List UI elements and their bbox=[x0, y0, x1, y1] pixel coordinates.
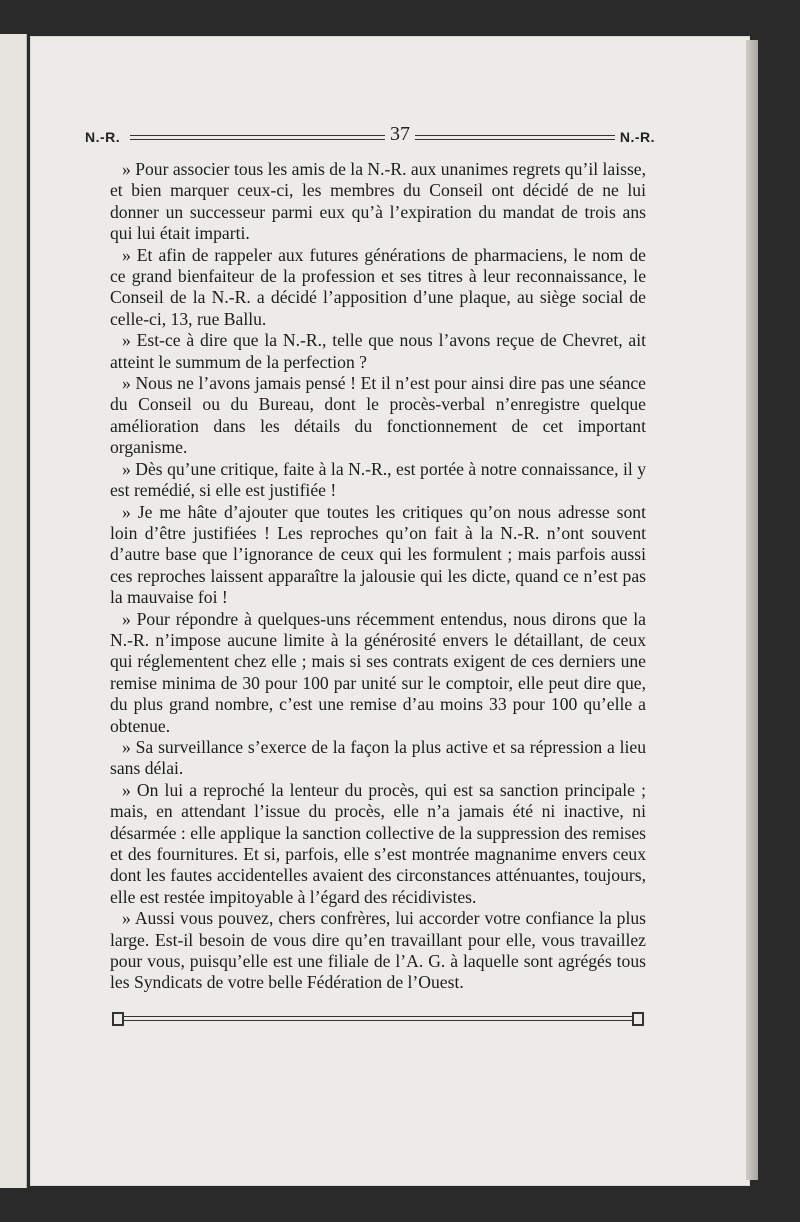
paragraph: » On lui a reproché la lenteur du procès, qui est sa sanction principale ; mais, en attendant l’issue du procès, elle n’a jamais été ni inactive, ni désarmée : elle applique la sanction collective de la suppression des remises et des fournitures. Et si, parfois, elle s’est montrée magnanime envers ceux dont les fautes accidentelles avaient des circonstances atténuantes, toujours, elle est restée impitoyable à l’égard des récidivistes. bbox=[110, 779, 646, 907]
running-header bbox=[85, 125, 655, 149]
paragraph: » Je me hâte d’ajouter que toutes les critiques qu’on nous adresse sont loin d’être justifiées ! Les reproches qu’on fait à la N.-R. n’ont souvent d’autre base que l’ignorance de ceux qui les formulent ; mais parfois aussi ces reproches laissent apparaître la jalousie qui les dicte, quand ce n’est pas la mauvaise foi ! bbox=[110, 501, 646, 608]
paragraph: » Pour associer tous les amis de la N.-R. aux unanimes regrets qu’il laisse, et bien marquer ceux-ci, les membres du Conseil ont décidé de ne lui donner un successeur parmi eux qu’à l’expiration du mandat de trois ans qui lui était imparti. bbox=[110, 159, 646, 244]
body-text bbox=[110, 159, 646, 994]
page-number: 37 bbox=[390, 123, 410, 145]
header-left-label: N.-R. bbox=[85, 129, 121, 145]
page-stack-edge bbox=[746, 40, 758, 1180]
rule-line bbox=[122, 1016, 634, 1021]
header-rule-right bbox=[415, 135, 615, 140]
paragraph: » Pour répondre à quelques-uns récemment entendus, nous dirons que la N.-R. n’impose aucune limite à la générosité envers le détaillant, de ceux qui réglementent chez elle ; mais si ses contrats exigent de ces derniers une remise minima de 30 pour 100 par unité sur le comptoir, elle peut dire que, du plus grand nombre, c’est une remise d’au moins 33 pour 100 qu’elle a obtenue. bbox=[110, 608, 646, 736]
header-right-label: N.-R. bbox=[619, 129, 655, 145]
paragraph: » Aussi vous pouvez, chers confrères, lui accorder votre confiance la plus large. Est-il besoin de vous dire qu’en travaillant pour elle, vous travaillez pour vous, puisqu’elle est une filiale de l’A. G. à laquelle sont agrégés tous les Syndicats de votre belle Fédération de l’Ouest. bbox=[110, 908, 646, 993]
paragraph: » Nous ne l’avons jamais pensé ! Et il n’est pour ainsi dire pas une séance du Conseil ou du Bureau, dont le procès-verbal n’enregistre quelque amélioration dans les détails du fonctionnement de cet important organisme. bbox=[110, 373, 646, 458]
paragraph: » Sa surveillance s’exerce de la façon la plus active et sa répression a lieu sans délai. bbox=[110, 736, 646, 779]
header-rule-left bbox=[130, 135, 385, 140]
rule-end-cap-right bbox=[632, 1012, 644, 1026]
paragraph: » Dès qu’une critique, faite à la N.-R., est portée à notre connaissance, il y est remédié, si elle est justifiée ! bbox=[110, 458, 646, 501]
paragraph: » Est-ce à dire que la N.-R., telle que nous l’avons reçue de Chevret, ait atteint le summum de la perfection ? bbox=[110, 330, 646, 372]
previous-page-edge bbox=[0, 34, 27, 1188]
paragraph: » Et afin de rappeler aux futures générations de pharmaciens, le nom de ce grand bienfaiteur de la profession et ses titres à leur reconnaissance, le Conseil de la N.-R. a décidé l’apposition d’une plaque, au siège social de celle-ci, 13, rue Ballu. bbox=[110, 244, 646, 329]
decorative-footer-rule bbox=[112, 1012, 644, 1026]
